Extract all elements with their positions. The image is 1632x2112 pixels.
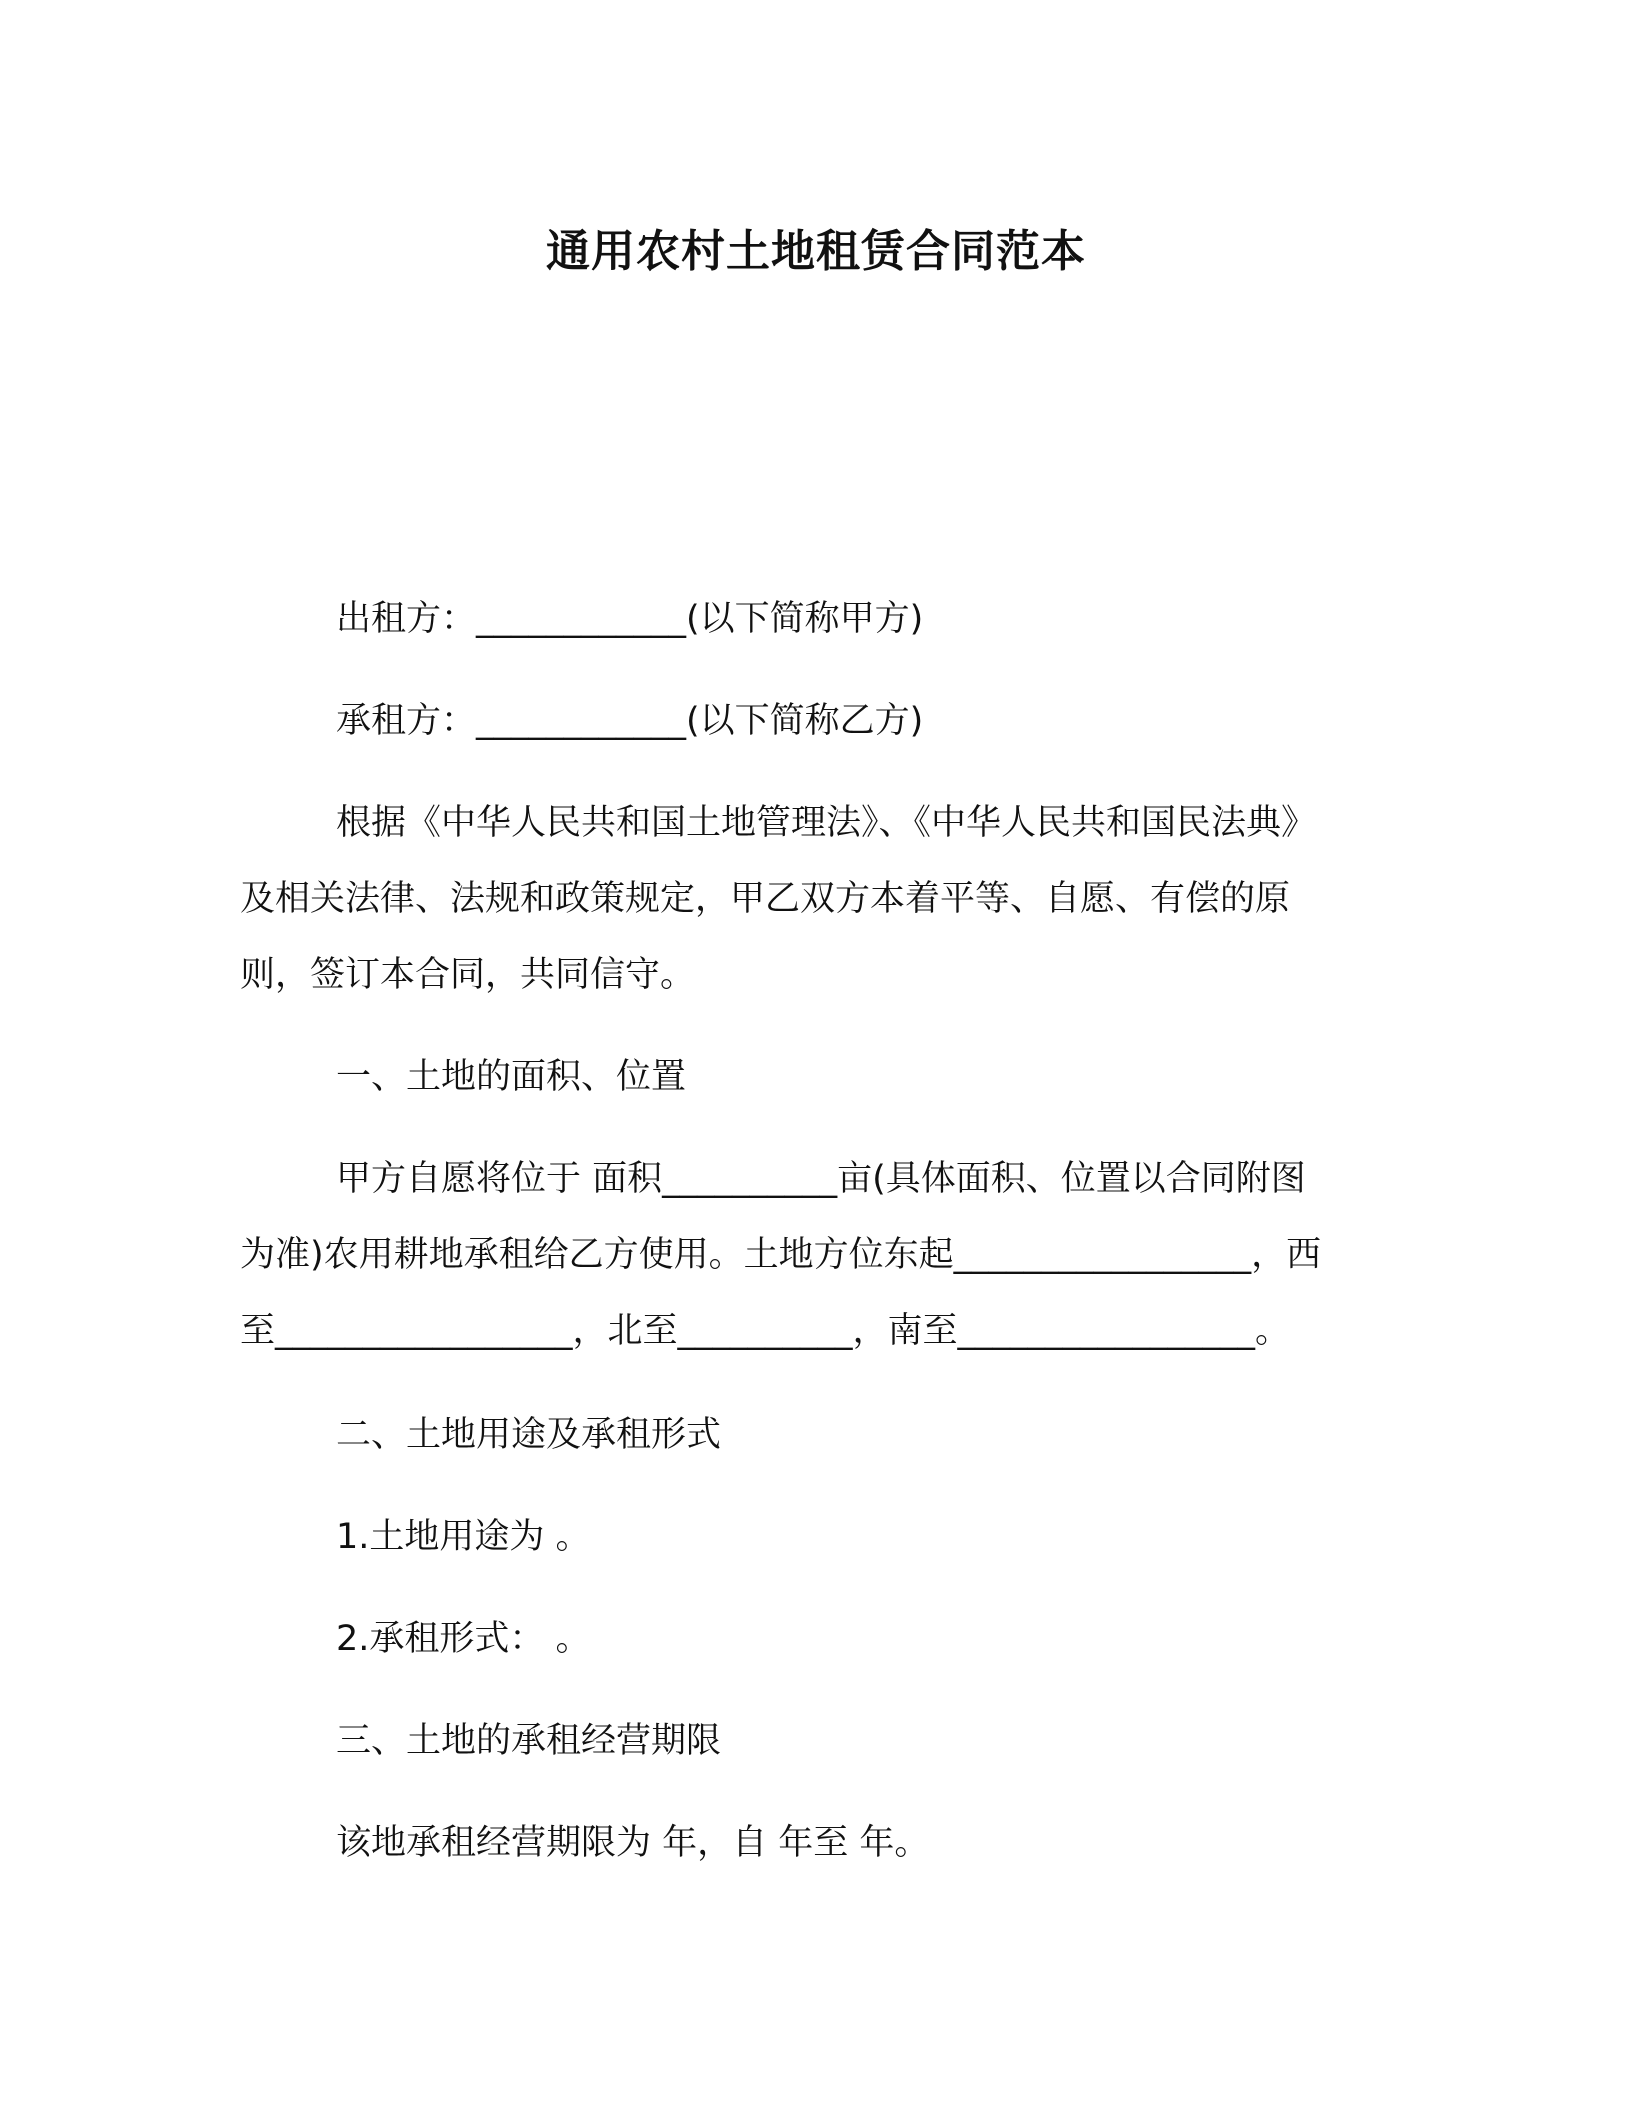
section-3-heading: 三、土地的承租经营期限 — [336, 1721, 722, 1761]
section-2-item-1: 1.土地用途为 。 — [336, 1517, 591, 1557]
preamble-line-3: 则，签订本合同，共同信守。 — [240, 955, 696, 995]
section-1-text-line-3: 至_________________，北至__________，南至_________________。 — [240, 1311, 1291, 1351]
section-3-text: 该地承租经营期限为 年，自 年至 年。 — [336, 1823, 930, 1863]
preamble-line-2: 及相关法律、法规和政策规定，甲乙双方本着平等、自愿、有偿的原 — [240, 879, 1291, 919]
section-2-heading: 二、土地用途及承租形式 — [336, 1415, 722, 1455]
section-1-text-line-1: 甲方自愿将位于 面积__________亩(具体面积、位置以合同附图 — [336, 1159, 1306, 1199]
document-title: 通用农村土地租赁合同范本 — [546, 226, 1086, 277]
section-2-item-2: 2.承租形式： 。 — [336, 1619, 591, 1659]
section-1-heading: 一、土地的面积、位置 — [336, 1057, 687, 1097]
lessee-line: 承租方：____________(以下简称乙方) — [336, 701, 924, 741]
preamble-line-1: 根据《中华人民共和国土地管理法》、《中华人民共和国民法典》 — [336, 803, 1317, 843]
lessor-line: 出租方：____________(以下简称甲方) — [336, 599, 924, 639]
section-1-text-line-2: 为准)农用耕地承租给乙方使用。土地方位东起_________________，西 — [240, 1235, 1322, 1275]
